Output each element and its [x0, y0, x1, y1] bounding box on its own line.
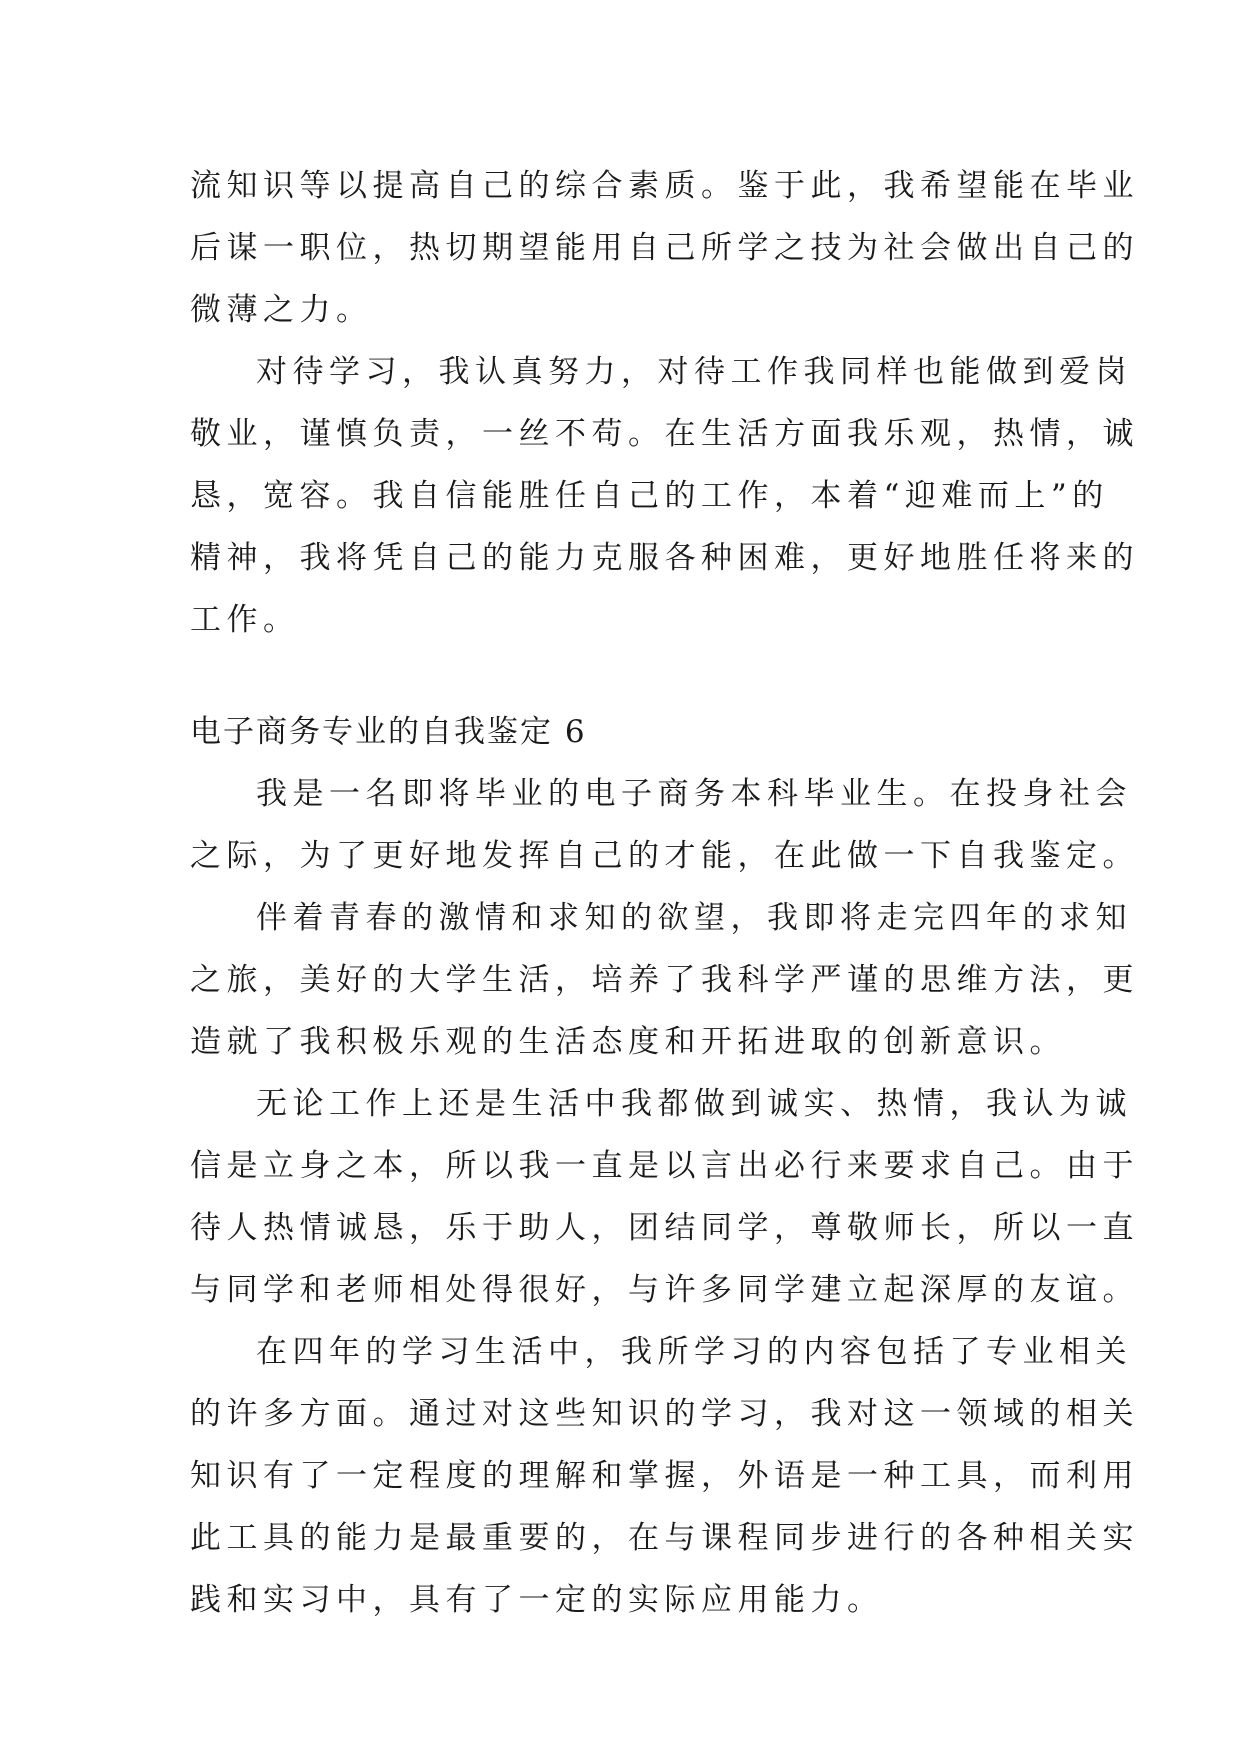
text-line: 知识有了一定程度的理解和掌握，外语是一种工具，而利用 [190, 1458, 1139, 1494]
text-line: 之旅，美好的大学生活，培养了我科学严谨的思维方法，更 [190, 962, 1139, 998]
text-line: 微薄之力。 [190, 292, 373, 328]
paragraph-first-line: 在四年的学习生活中，我所学习的内容包括了专业相关 [256, 1334, 1132, 1370]
paragraph-first-line: 对待学习，我认真努力，对待工作我同样也能做到爱岗 [256, 354, 1132, 390]
text-line: 流知识等以提高自己的综合素质。鉴于此，我希望能在毕业 [190, 168, 1139, 204]
text-line: 敬业，谨慎负责，一丝不苟。在生活方面我乐观，热情，诚 [190, 416, 1139, 452]
paragraph-first-line: 伴着青春的激情和求知的欲望，我即将走完四年的求知 [256, 900, 1132, 936]
text-line: 信是立身之本，所以我一直是以言出必行来要求自己。由于 [190, 1148, 1139, 1184]
paragraph-first-line: 我是一名即将毕业的电子商务本科毕业生。在投身社会 [256, 776, 1132, 812]
text-line: 此工具的能力是最重要的，在与课程同步进行的各种相关实 [190, 1520, 1139, 1556]
text-line: 精神，我将凭自己的能力克服各种困难，更好地胜任将来的 [190, 540, 1139, 576]
text-line: 待人热情诚恳，乐于助人，团结同学，尊敬师长，所以一直 [190, 1210, 1139, 1246]
text-line: 践和实习中，具有了一定的实际应用能力。 [190, 1582, 884, 1618]
section-heading: 电子商务专业的自我鉴定 6 [190, 714, 587, 750]
text-line: 恳，宽容。我自信能胜任自己的工作，本着“迎难而上”的 [190, 478, 1109, 514]
text-line: 造就了我积极乐观的生活态度和开拓进取的创新意识。 [190, 1024, 1066, 1060]
paragraph-first-line: 无论工作上还是生活中我都做到诚实、热情，我认为诚 [256, 1086, 1132, 1122]
text-line: 与同学和老师相处得很好，与许多同学建立起深厚的友谊。 [190, 1272, 1139, 1308]
text-line: 之际，为了更好地发挥自己的才能，在此做一下自我鉴定。 [190, 838, 1139, 874]
text-line: 的许多方面。通过对这些知识的学习，我对这一领域的相关 [190, 1396, 1139, 1432]
text-line: 工作。 [190, 602, 300, 638]
text-line: 后谋一职位，热切期望能用自己所学之技为社会做出自己的 [190, 230, 1139, 266]
